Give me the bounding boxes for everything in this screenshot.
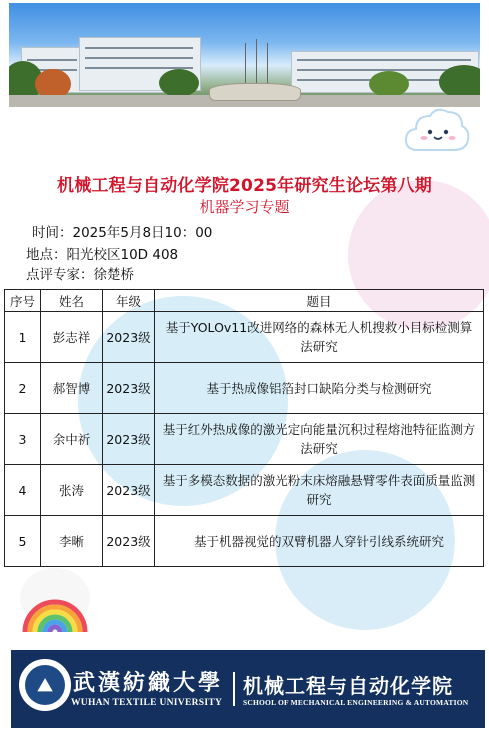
header-topic: 题目 bbox=[155, 290, 484, 312]
college-name-cn: 机械工程与自动化学院 bbox=[243, 674, 453, 698]
row-grade: 2023级 bbox=[103, 312, 155, 363]
event-time bbox=[32, 221, 212, 241]
schedule-table bbox=[4, 289, 484, 567]
row-name: 张涛 bbox=[41, 465, 103, 516]
row-topic: 基于多模态数据的激光粉末床熔融悬臂零件表面质量监测研究 bbox=[155, 465, 484, 516]
row-name: 郝智博 bbox=[41, 363, 103, 414]
college-name-en: SCHOOL OF MECHANICAL ENGINEERING & AUTOMATION bbox=[243, 698, 469, 707]
header-no: 序号 bbox=[5, 290, 41, 312]
campus-photo bbox=[9, 3, 480, 107]
row-no: 5 bbox=[5, 516, 41, 567]
footer-divider bbox=[233, 672, 235, 706]
table-row bbox=[5, 414, 484, 465]
header-grade: 年级 bbox=[103, 290, 155, 312]
time-value: 2025年5月8日10：00 bbox=[72, 225, 213, 241]
place-value: 阳光校区10D 408 bbox=[66, 247, 179, 263]
row-no: 4 bbox=[5, 465, 41, 516]
place-label: 地点： bbox=[26, 247, 67, 263]
expert-label: 点评专家： bbox=[26, 267, 94, 283]
row-no: 3 bbox=[5, 414, 41, 465]
time-label: 时间： bbox=[32, 225, 73, 241]
table-row bbox=[5, 312, 484, 363]
row-grade: 2023级 bbox=[103, 363, 155, 414]
table-row bbox=[5, 363, 484, 414]
event-title: 机械工程与自动化学院2025年研究生论坛第八期 bbox=[57, 176, 432, 196]
row-topic: 基于热成像铝箔封口缺陷分类与检测研究 bbox=[155, 363, 484, 414]
row-name: 李晰 bbox=[41, 516, 103, 567]
footer-banner bbox=[11, 650, 485, 728]
university-emblem-icon: ⛰ bbox=[19, 659, 71, 711]
expert-value: 徐楚桥 bbox=[93, 267, 134, 283]
row-name: 彭志祥 bbox=[41, 312, 103, 363]
table-row bbox=[5, 465, 484, 516]
rainbow-icon bbox=[20, 596, 90, 636]
row-no: 2 bbox=[5, 363, 41, 414]
row-topic: 基于红外热成像的激光定向能量沉积过程熔池特征监测方法研究 bbox=[155, 414, 484, 465]
table-header-row bbox=[5, 290, 484, 312]
event-expert bbox=[26, 263, 134, 283]
row-no: 1 bbox=[5, 312, 41, 363]
smiling-cloud-icon bbox=[404, 104, 470, 156]
row-grade: 2023级 bbox=[103, 414, 155, 465]
university-name-en: WUHAN TEXTILE UNIVERSITY bbox=[71, 698, 223, 708]
table-row bbox=[5, 516, 484, 567]
row-topic: 基于YOLOv11改进网络的森林无人机搜救小目标检测算法研究 bbox=[155, 312, 484, 363]
row-topic: 基于机器视觉的双臂机器人穿针引线系统研究 bbox=[155, 516, 484, 567]
row-grade: 2023级 bbox=[103, 516, 155, 567]
event-place bbox=[26, 243, 178, 263]
header-name: 姓名 bbox=[41, 290, 103, 312]
row-name: 余中祈 bbox=[41, 414, 103, 465]
row-grade: 2023级 bbox=[103, 465, 155, 516]
university-name-cn: 武漢紡織大學 bbox=[73, 670, 224, 696]
event-subtitle: 机器学习专题 bbox=[199, 198, 290, 216]
